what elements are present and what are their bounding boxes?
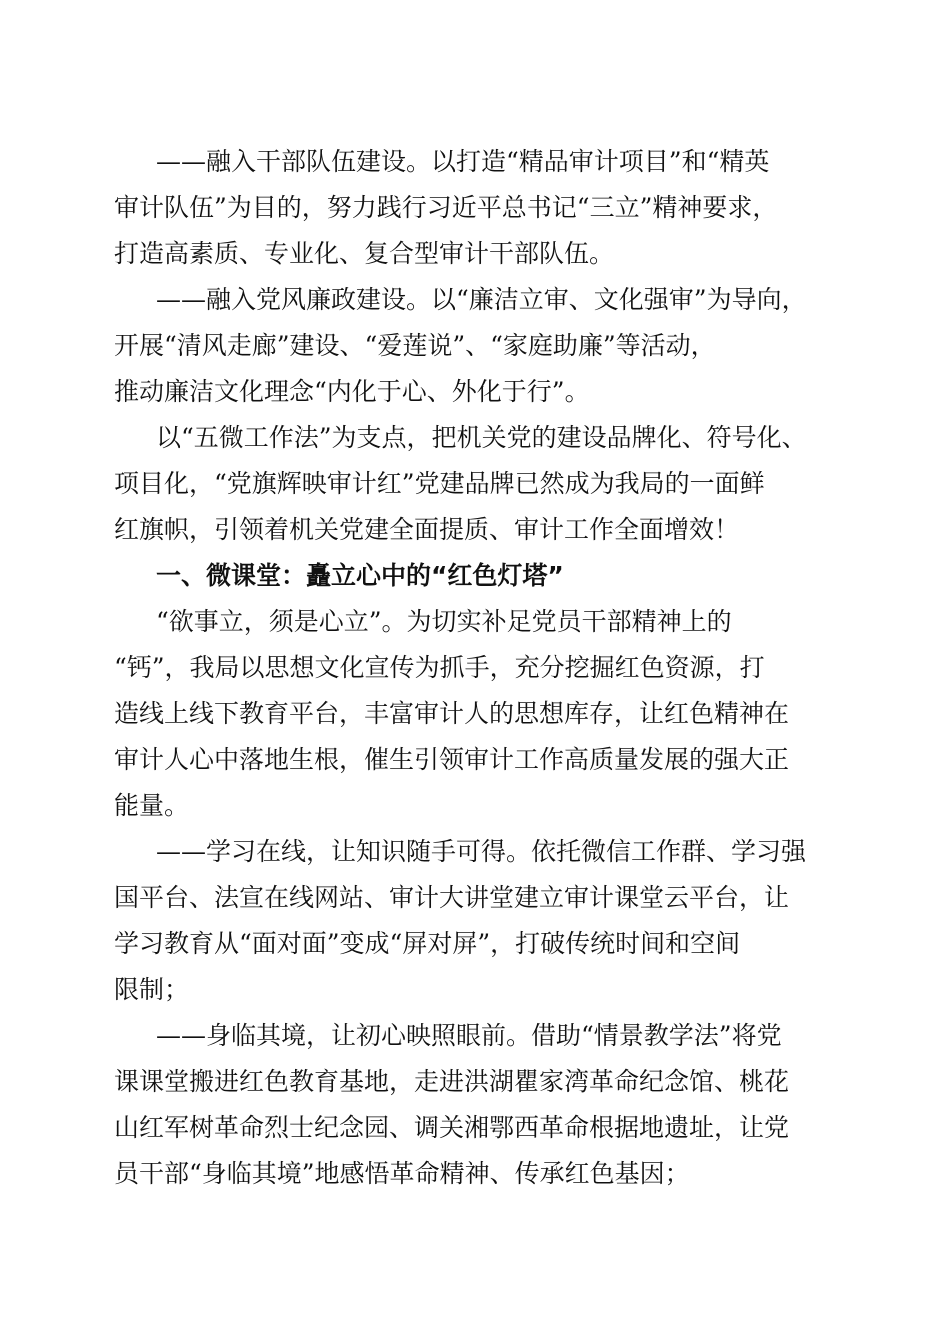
text-line: “欲事立，须是心立”。为切实补足党员干部精神上的 [156,607,732,636]
text-line: 以“五微工作法”为支点，把机关党的建设品牌化、符号化、 [156,423,807,452]
text-line: ——身临其境，让初心映照眼前。借助“情景教学法”将党 [156,1021,782,1050]
text-line: 开展“清风走廊”建设、“爱莲说”、“家庭助廉”等活动， [114,331,716,360]
text-line: ——融入党风廉政建设。以“廉洁立审、文化强审”为导向， [156,285,807,314]
text-line: ——融入干部队伍建设。以打造“精品审计项目”和“精英 [156,147,770,176]
section-heading: 一、微课堂：矗立心中的“红色灯塔” [156,561,564,590]
text-line: 学习教育从“面对面”变成“屏对屏”，打破传统时间和空间 [114,929,741,958]
text-line: “钙”，我局以思想文化宣传为抓手，充分挖掘红色资源，打 [114,653,765,682]
text-line: 能量。 [114,791,190,820]
text-line: 推动廉洁文化理念“内化于心、外化于行”。 [114,377,590,406]
text-line: 山红军树革命烈士纪念园、调关湘鄂西革命根据地遗址，让党 [114,1113,790,1142]
text-line: 项目化，“党旗辉映审计红”党建品牌已然成为我局的一面鲜 [114,469,765,498]
text-line: 国平台、法宣在线网站、审计大讲堂建立审计课堂云平台，让 [114,883,790,912]
text-line: 审计队伍”为目的，努力践行习近平总书记“三立”精神要求， [114,193,778,222]
text-line: 员干部“身临其境”地感悟革命精神、传承红色基因； [114,1159,690,1188]
text-line: 审计人心中落地生根，催生引领审计工作高质量发展的强大正 [114,745,790,774]
text-line: 红旗帜，引领着机关党建全面提质、审计工作全面增效！ [114,515,740,544]
text-line: 限制； [114,975,190,1004]
text-line: ——学习在线，让知识随手可得。依托微信工作群、学习强 [156,837,807,866]
text-line: 造线上线下教育平台，丰富审计人的思想库存，让红色精神在 [114,699,790,728]
text-line: 课课堂搬进红色教育基地，走进洪湖瞿家湾革命纪念馆、桃花 [114,1067,790,1096]
text-line: 打造高素质、专业化、复合型审计干部队伍。 [114,239,615,268]
